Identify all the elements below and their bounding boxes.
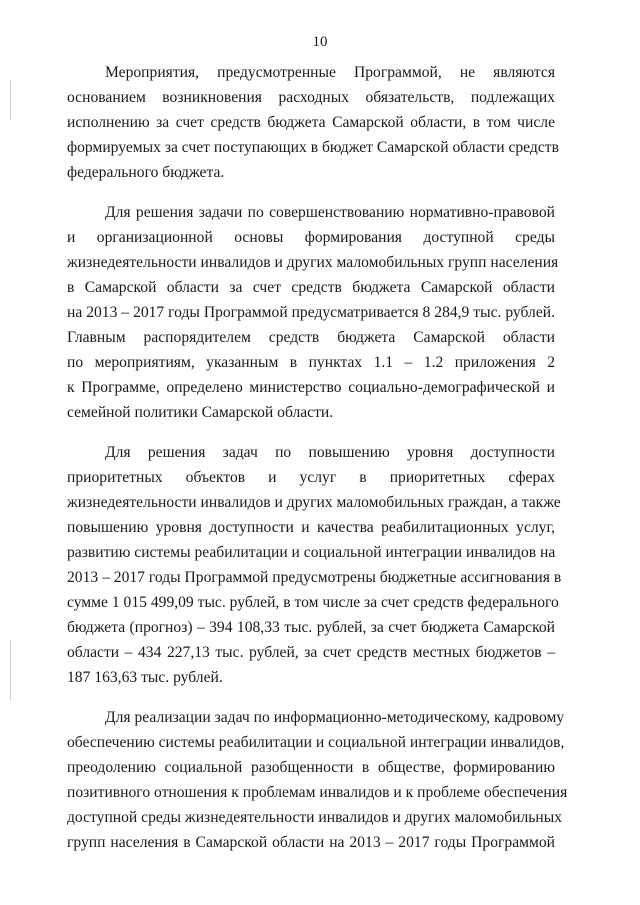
- text-line: повышению уровня доступности и качества реабилитационных услуг,: [67, 519, 555, 536]
- text-line: жизнедеятельности инвалидов и других маломобильных групп населения: [67, 254, 559, 271]
- text-line: преодолению социальной разобщенности в обществе, формированию: [67, 759, 555, 776]
- text-line: к Программе, определено министерство социально-демографической и: [67, 379, 555, 396]
- text-line: Для решения задачи по совершенствованию нормативно-правовой: [105, 204, 555, 221]
- paragraph-methodical-support: [67, 705, 568, 855]
- text-line: Мероприятия, предусмотренные Программой, не являются: [105, 64, 555, 81]
- paragraph-accessibility-funding: [67, 440, 562, 690]
- text-line: обеспечению системы реабилитации и социальной интеграции инвалидов,: [67, 734, 565, 751]
- text-line: групп населения в Самарской области на 2013 – 2017 годы Программой: [67, 834, 555, 851]
- text-line: развитию системы реабилитации и социальной интеграции инвалидов на: [67, 544, 556, 561]
- scan-margin-mark: [10, 640, 11, 700]
- text-line: федерального бюджета.: [67, 164, 225, 181]
- text-line: семейной политики Самарской области.: [67, 404, 334, 421]
- text-line: на 2013 – 2017 годы Программой предусматривается 8 284,9 тыс. рублей.: [67, 304, 555, 321]
- text-line: доступной среды жизнедеятельности инвалидов и других маломобильных: [67, 809, 563, 826]
- page-number: 10: [312, 34, 328, 50]
- document-body: [67, 60, 568, 855]
- text-line: Главным распорядителем средств бюджета Самарской области: [67, 329, 555, 346]
- text-line: формируемых за счет поступающих в бюджет Самарской области средств: [67, 139, 559, 156]
- text-line: основанием возникновения расходных обязательств, подлежащих: [67, 89, 555, 106]
- scan-margin-mark: [10, 80, 11, 120]
- text-line: 2013 – 2017 годы Программой предусмотрены бюджетные ассигнования в: [67, 569, 562, 586]
- text-line: 187 163,63 тыс. рублей.: [67, 669, 223, 686]
- text-line: сумме 1 015 499,09 тыс. рублей, в том числе за счет средств федерального: [67, 594, 559, 611]
- paragraph-funding-obligations: [67, 60, 559, 185]
- text-line: позитивного отношения к проблемам инвалидов и к проблеме обеспечения: [67, 784, 568, 801]
- text-line: приоритетных объектов и услуг в приоритетных сферах: [67, 469, 555, 486]
- text-line: жизнедеятельности инвалидов и других маломобильных граждан, а также: [67, 494, 561, 511]
- paragraph-legal-framework: [67, 200, 559, 425]
- text-line: Для решения задач по повышению уровня доступности: [105, 444, 555, 461]
- text-line: в Самарской области за счет средств бюджета Самарской области: [67, 279, 555, 296]
- text-line: Для реализации задач по информационно-методическому, кадровому: [105, 709, 565, 726]
- text-line: и организационной основы формирования доступной среды: [67, 229, 555, 246]
- text-line: исполнению за счет средств бюджета Самарской области, в том числе: [67, 114, 555, 131]
- text-line: по мероприятиям, указанным в пунктах 1.1 – 1.2 приложения 2: [67, 354, 555, 371]
- text-line: бюджета (прогноз) – 394 108,33 тыс. рублей, за счет бюджета Самарской: [67, 619, 555, 636]
- text-line: области – 434 227,13 тыс. рублей, за счет средств местных бюджетов –: [67, 644, 555, 661]
